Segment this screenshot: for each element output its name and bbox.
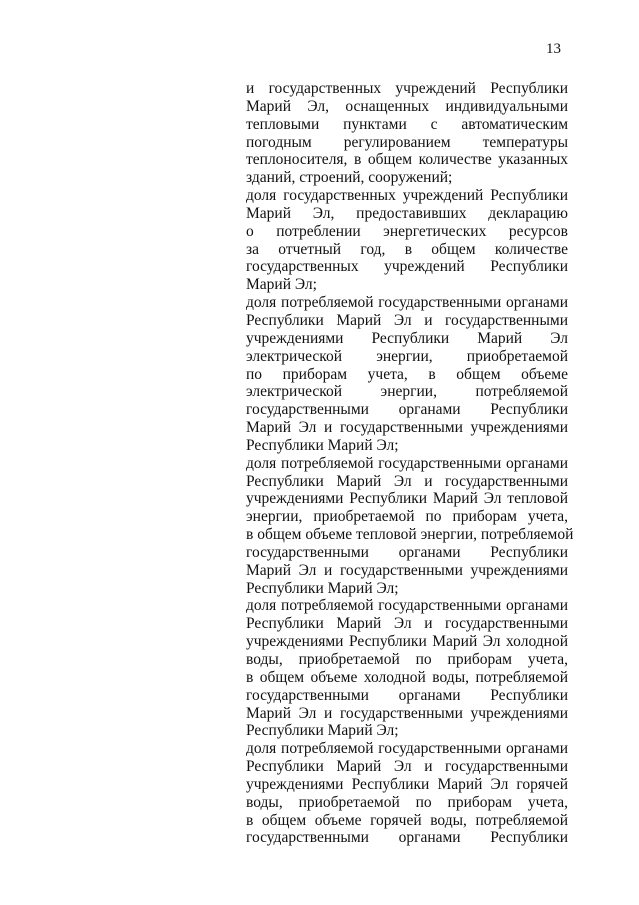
text-line: Республики Марий Эл и государственными: [246, 758, 568, 776]
text-line: Республики Марий Эл;: [246, 722, 399, 740]
text-line: Республики Марий Эл и государственными: [246, 311, 568, 329]
text-line: доля государственных учреждений Республики: [246, 187, 568, 205]
text-line: Марий Эл;: [246, 276, 317, 294]
text-line: государственными органами Республики: [246, 829, 568, 847]
text-line: зданий, строений, сооружений;: [246, 169, 453, 187]
text-line: государственными органами Республики: [246, 686, 568, 704]
text-line: государственными органами Республики: [246, 543, 568, 561]
text-line: доля потребляемой государственными органами: [246, 597, 568, 615]
text-line: теплоносителя, в общем количестве указанных: [246, 151, 568, 169]
text-line: Республики Марий Эл и государственными: [246, 615, 568, 633]
text-line: о потреблении энергетических ресурсов: [246, 222, 568, 240]
text-line: электрической энергии, потребляемой: [246, 383, 568, 401]
text-line: Республики Марий Эл и государственными: [246, 472, 568, 490]
text-line: по приборам учета, в общем объеме: [246, 365, 568, 383]
text-line: за отчетный год, в общем количестве: [246, 240, 568, 258]
text-line: учреждениями Республики Марий Эл тепловой: [246, 490, 568, 508]
text-line: тепловыми пунктами с автоматическим: [246, 115, 568, 133]
text-line: доля потребляемой государственными органами: [246, 294, 568, 312]
text-line: Республики Марий Эл;: [246, 436, 399, 454]
text-line: Республики Марий Эл;: [246, 579, 399, 597]
text-line: государственными органами Республики: [246, 401, 568, 419]
text-line: Марий Эл и государственными учреждениями: [246, 561, 568, 579]
text-line: энергии, приобретаемой по приборам учета,: [246, 508, 568, 526]
text-line: погодным регулированием температуры: [246, 133, 568, 151]
text-line: Марий Эл, предоставивших декларацию: [246, 204, 568, 222]
text-line: государственных учреждений Республики: [246, 258, 568, 276]
text-line: учреждениями Республики Марий Эл горячей: [246, 775, 568, 793]
text-line: Марий Эл и государственными учреждениями: [246, 419, 568, 437]
text-line: и государственных учреждений Республики: [246, 80, 568, 97]
text-line: Марий Эл и государственными учреждениями: [246, 704, 568, 722]
page-number: 13: [546, 41, 561, 57]
document-body: [246, 80, 574, 847]
text-line: воды, приобретаемой по приборам учета,: [246, 793, 568, 811]
text-line: электрической энергии, приобретаемой: [246, 347, 568, 365]
text-line: доля потребляемой государственными органами: [246, 740, 568, 758]
text-line: в общем объеме тепловой энергии, потребляемой: [246, 526, 574, 544]
text-line: учреждениями Республики Марий Эл: [246, 329, 568, 347]
text-line: воды, приобретаемой по приборам учета,: [246, 651, 568, 668]
text-line: доля потребляемой государственными органами: [246, 454, 568, 472]
text-line: Марий Эл, оснащенных индивидуальными: [246, 97, 568, 115]
text-line: в общем объеме горячей воды, потребляемой: [246, 811, 568, 829]
text-line: учреждениями Республики Марий Эл холодной: [246, 633, 568, 651]
text-line: в общем объеме холодной воды, потребляемой: [246, 668, 568, 686]
